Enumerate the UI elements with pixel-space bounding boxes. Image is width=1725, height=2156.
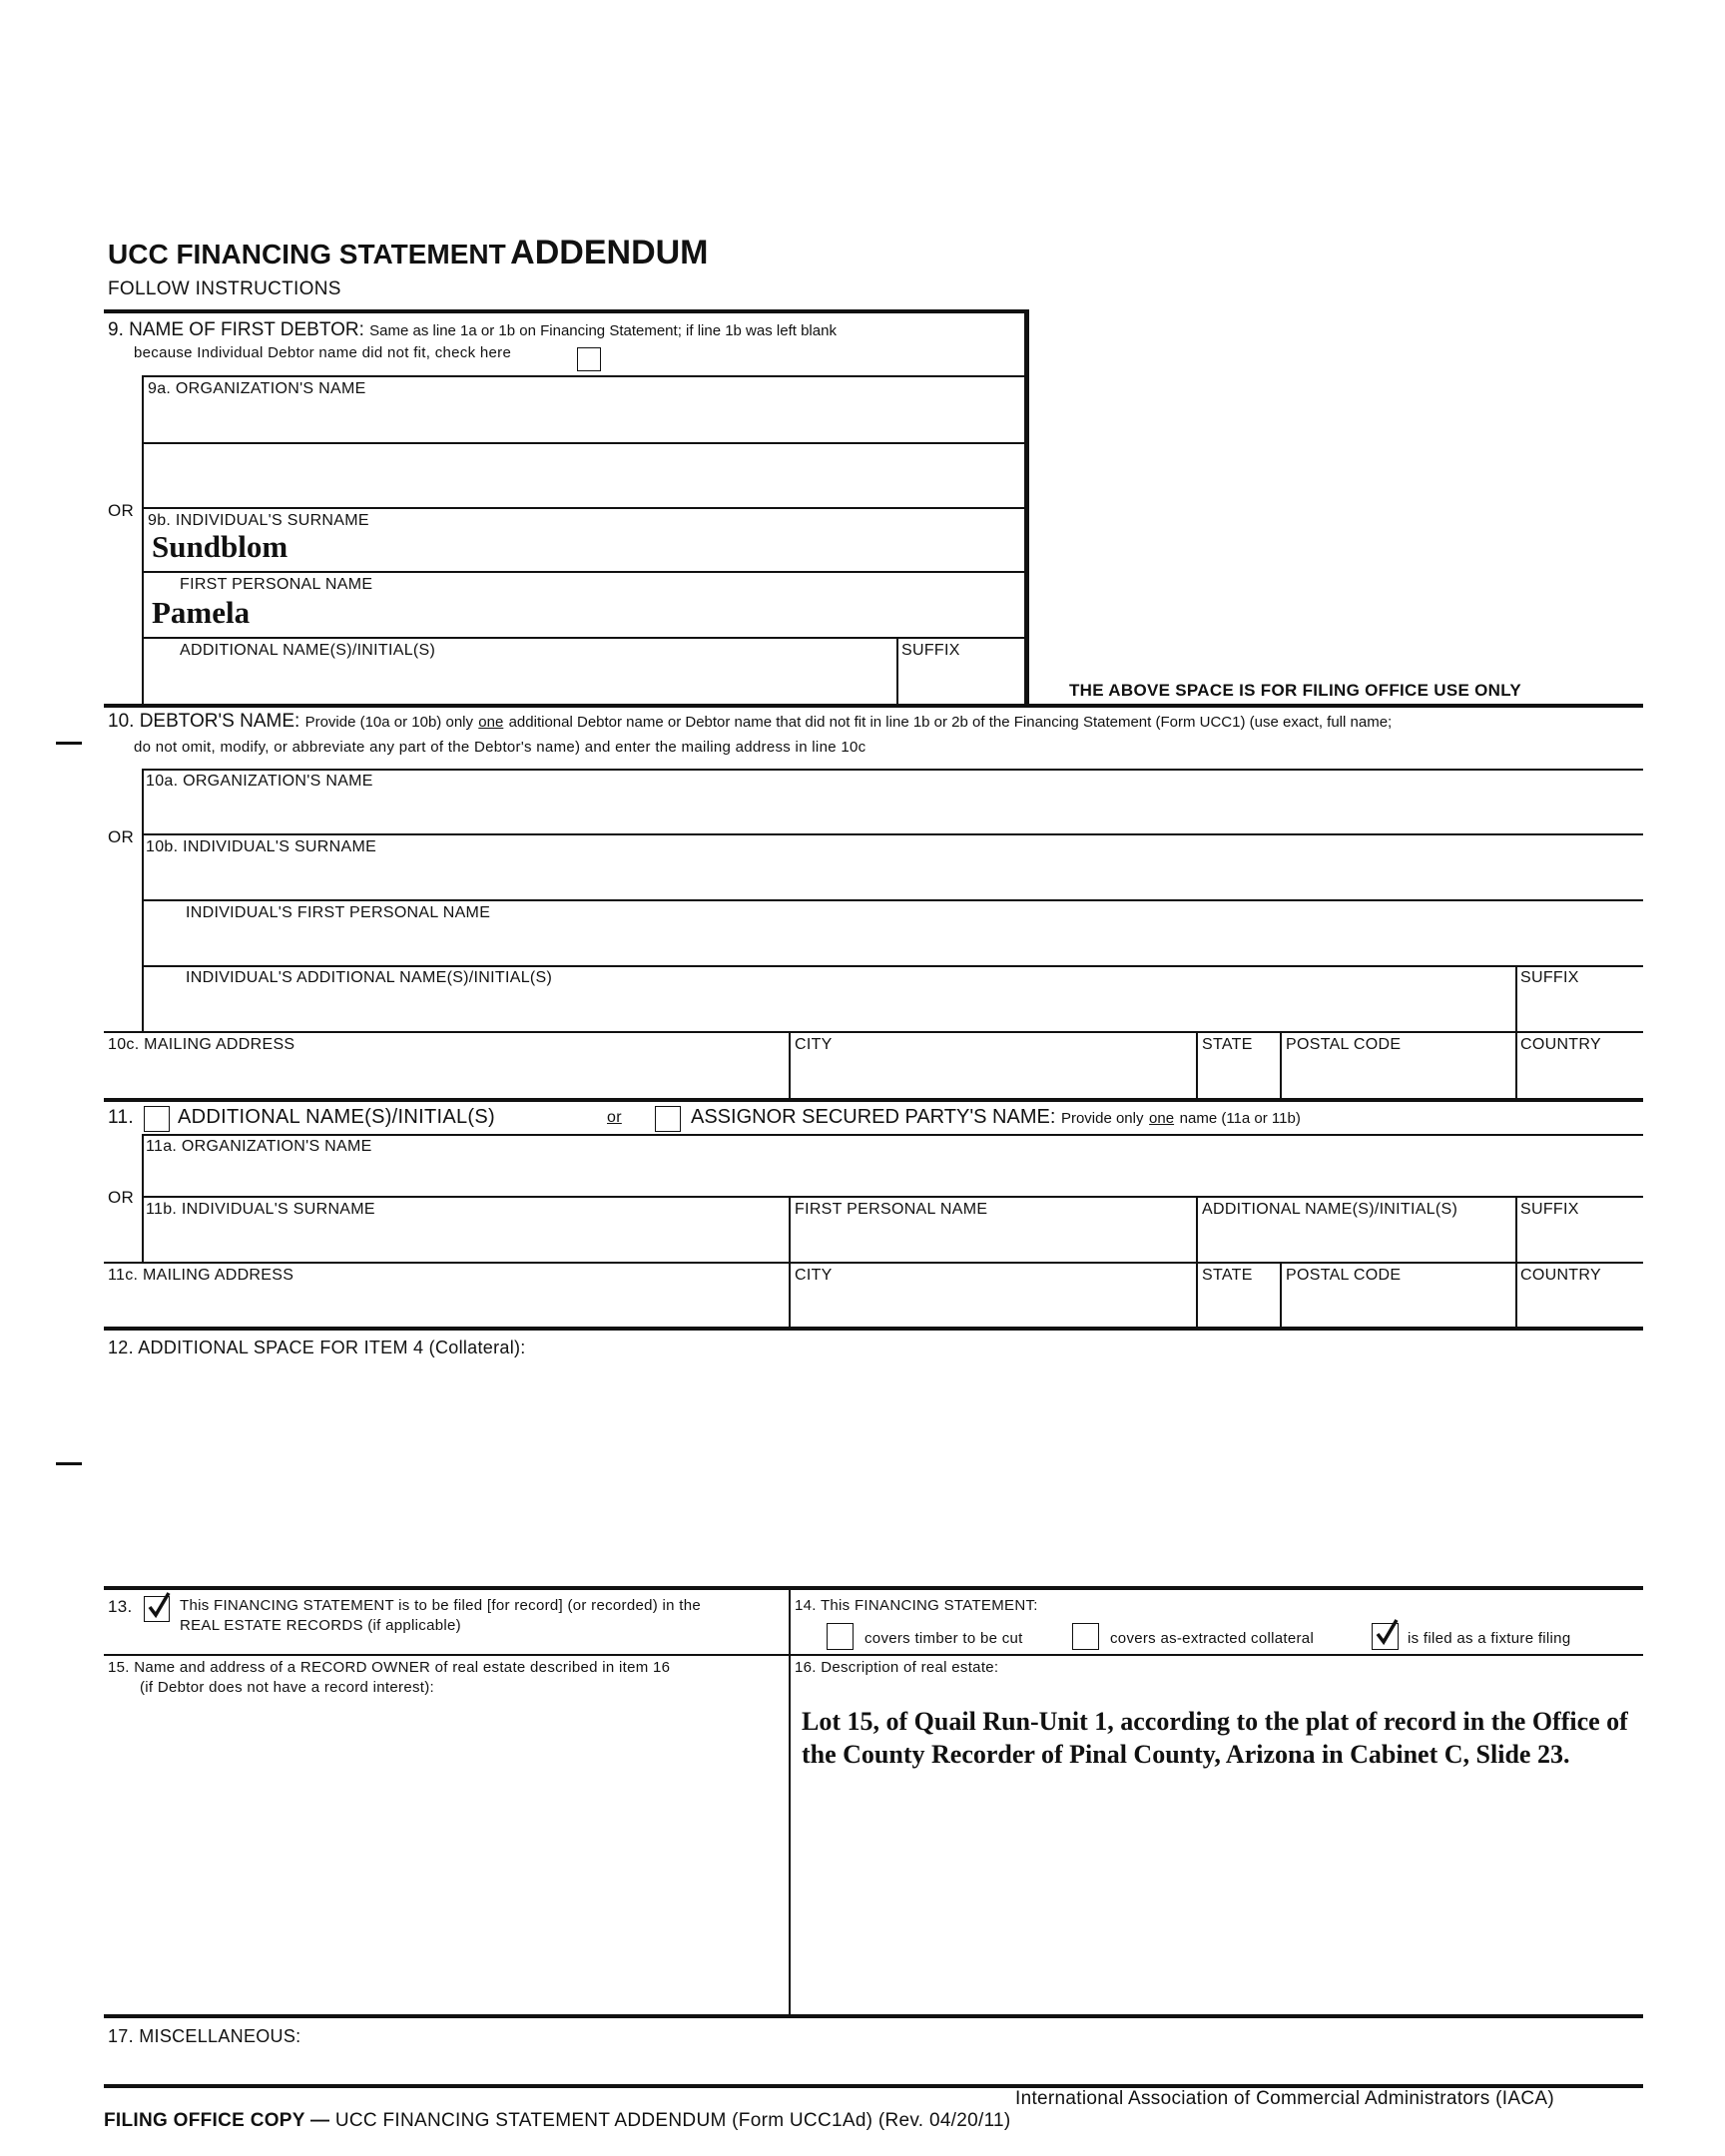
margin-mark-bottom (56, 1462, 82, 1465)
item9-or: OR (108, 501, 135, 520)
checkmark-icon (1375, 1618, 1401, 1648)
item9-first-label: FIRST PERSONAL NAME (180, 576, 373, 593)
item9-note: because Individual Debtor name did not fit, check here (134, 344, 512, 361)
item15-line2: (if Debtor does not have a record interest): (140, 1679, 435, 1696)
item14-extracted-checkbox[interactable] (1072, 1623, 1099, 1650)
item11-state-label: STATE (1202, 1267, 1253, 1284)
item13-checkbox[interactable] (144, 1596, 170, 1622)
item10-label: 10. DEBTOR'S NAME: Provide (10a or 10b) only one additional Debtor name or Debtor name that did not fit in line 1b or 2b of the Financing Statement (Form UCC1) (use exact, full name; (108, 711, 1393, 732)
item10-postal-label: POSTAL CODE (1286, 1036, 1402, 1053)
item13-number: 13. (108, 1597, 133, 1616)
item9b-label: 9b. INDIVIDUAL'S SURNAME (148, 512, 369, 529)
footer-iaca: International Association of Commercial Administrators (IACA) (1015, 2088, 1554, 2109)
item9-checkbox[interactable] (577, 347, 601, 371)
item13-line1: This FINANCING STATEMENT is to be filed [for record] (or recorded) in the (180, 1597, 702, 1614)
item11-or: or (607, 1109, 622, 1126)
item13-line2: REAL ESTATE RECORDS (if applicable) (180, 1617, 461, 1634)
item11-city-label: CITY (795, 1267, 833, 1284)
item10-additional-label: INDIVIDUAL'S ADDITIONAL NAME(S)/INITIAL(S) (186, 969, 553, 986)
item15-line1: 15. Name and address of a RECORD OWNER of real estate described in item 16 (108, 1659, 671, 1676)
item17-label: 17. MISCELLANEOUS: (108, 2026, 301, 2046)
form-title (108, 234, 709, 272)
item11-first-label: FIRST PERSONAL NAME (795, 1201, 988, 1218)
checkmark-icon (147, 1591, 173, 1621)
item11-suffix-label: SUFFIX (1520, 1201, 1579, 1218)
filing-office-note: THE ABOVE SPACE IS FOR FILING OFFICE USE ONLY (1069, 681, 1522, 700)
item11-or-label: OR (108, 1188, 135, 1207)
item9-additional-label: ADDITIONAL NAME(S)/INITIAL(S) (180, 642, 436, 659)
item10-or: OR (108, 827, 135, 846)
item16-description-value: Lot 15, of Quail Run-Unit 1, according to the plat of record in the Office of the County Recorder of Pinal County, Arizona in Cabinet C, Slide 23. (802, 1707, 1628, 1769)
item10-note: do not omit, modify, or abbreviate any part of the Debtor's name) and enter the mailing address in line 10c (134, 739, 866, 756)
form-title-addendum: ADDENDUM (510, 234, 709, 271)
item9-label: 9. NAME OF FIRST DEBTOR: Same as line 1a or 1b on Financing Statement; if line 1b was left blank (108, 319, 837, 340)
item10b-label: 10b. INDIVIDUAL'S SURNAME (146, 838, 377, 855)
item14-timber-label: covers timber to be cut (864, 1630, 1023, 1647)
margin-mark-top (56, 742, 82, 745)
item11-country-label: COUNTRY (1520, 1267, 1601, 1284)
item9-suffix-label: SUFFIX (901, 642, 960, 659)
item9b-surname-value: Sundblom (152, 529, 288, 564)
item9a-label: 9a. ORGANIZATION'S NAME (148, 380, 366, 397)
item9-first-value: Pamela (152, 595, 251, 630)
item11b-label: 11b. INDIVIDUAL'S SURNAME (146, 1201, 375, 1218)
item12-label: 12. ADDITIONAL SPACE FOR ITEM 4 (Collateral): (108, 1338, 526, 1357)
item10c-label: 10c. MAILING ADDRESS (108, 1036, 295, 1053)
item11-assignor-label: ASSIGNOR SECURED PARTY'S NAME: Provide only one name (11a or 11b) (691, 1106, 1301, 1128)
item11c-label: 11c. MAILING ADDRESS (108, 1267, 294, 1284)
item14-fixture-checkbox[interactable] (1372, 1623, 1399, 1650)
item11a-label: 11a. ORGANIZATION'S NAME (146, 1138, 372, 1155)
item11-number: 11. (108, 1107, 134, 1128)
item14-extracted-label: covers as-extracted collateral (1110, 1630, 1315, 1647)
item16-label: 16. Description of real estate: (795, 1659, 999, 1676)
form-title-main: UCC FINANCING STATEMENT (108, 239, 506, 270)
item10-suffix-label: SUFFIX (1520, 969, 1579, 986)
item10-state-label: STATE (1202, 1036, 1253, 1053)
item14-fixture-label: is filed as a fixture filing (1408, 1630, 1571, 1647)
item10-country-label: COUNTRY (1520, 1036, 1601, 1053)
item11-additional-label: ADDITIONAL NAME(S)/INITIAL(S) (178, 1106, 495, 1128)
item11-postal-label: POSTAL CODE (1286, 1267, 1402, 1284)
follow-instructions: FOLLOW INSTRUCTIONS (108, 278, 341, 299)
item10-city-label: CITY (795, 1036, 833, 1053)
item11-additional-name-label: ADDITIONAL NAME(S)/INITIAL(S) (1202, 1201, 1458, 1218)
item14-label: 14. This FINANCING STATEMENT: (795, 1597, 1038, 1614)
item14-timber-checkbox[interactable] (827, 1623, 854, 1650)
footer-copy: FILING OFFICE COPY — UCC FINANCING STATEMENT ADDENDUM (Form UCC1Ad) (Rev. 04/20/11) (104, 2110, 1011, 2131)
item10-first-label: INDIVIDUAL'S FIRST PERSONAL NAME (186, 904, 491, 921)
item11-additional-checkbox[interactable] (144, 1106, 170, 1132)
item10a-label: 10a. ORGANIZATION'S NAME (146, 773, 373, 790)
item11-assignor-checkbox[interactable] (655, 1106, 681, 1132)
